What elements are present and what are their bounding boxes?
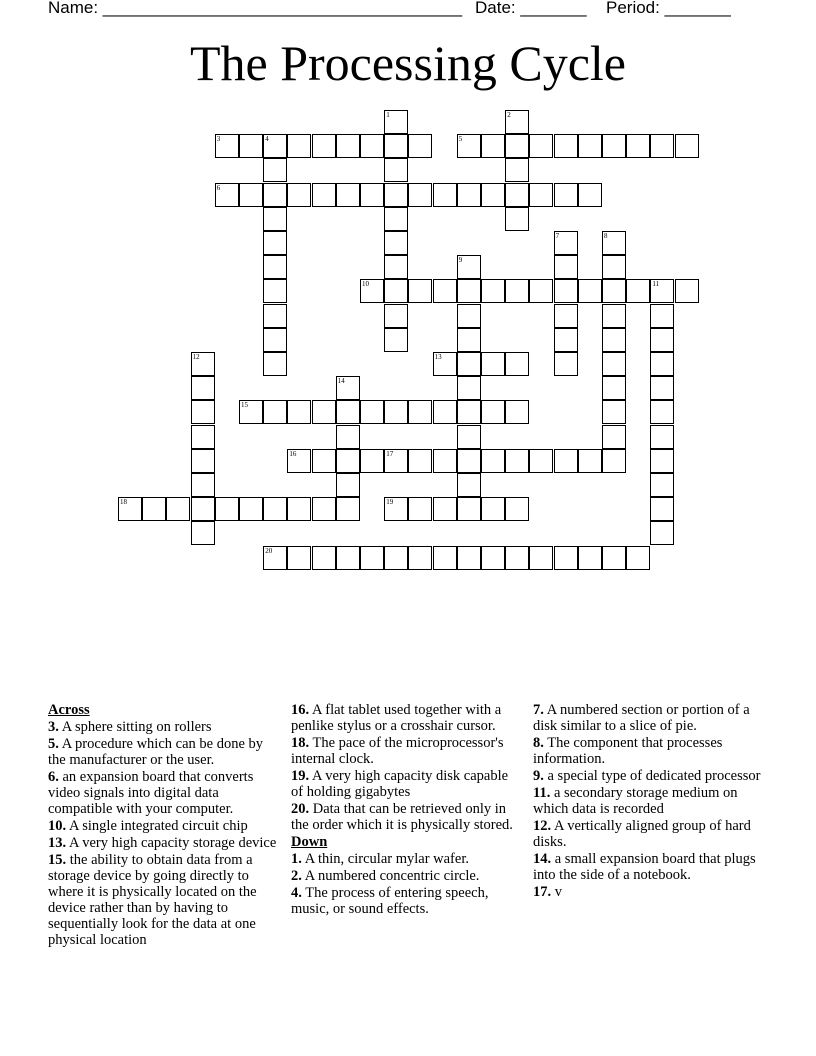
grid-cell[interactable] xyxy=(457,352,481,376)
grid-cell[interactable] xyxy=(336,449,360,473)
clue-number: 1 xyxy=(386,111,390,119)
down-clue xyxy=(533,818,765,850)
across-clue xyxy=(291,768,523,800)
grid-cell[interactable] xyxy=(650,134,674,158)
grid-cell[interactable] xyxy=(505,110,529,134)
clues-column-3 xyxy=(533,702,765,901)
grid-cell[interactable] xyxy=(360,279,384,303)
clue-number: 5 xyxy=(458,135,463,144)
clue-num: 16. xyxy=(291,702,310,718)
grid-cell[interactable] xyxy=(263,400,287,424)
across-clue xyxy=(48,852,280,948)
clue-number: 19 xyxy=(386,498,394,507)
grid-cell[interactable] xyxy=(239,497,263,521)
grid-cell[interactable] xyxy=(457,449,481,473)
grid-cell[interactable] xyxy=(626,134,650,158)
grid-cell[interactable] xyxy=(505,546,529,570)
grid-cell[interactable] xyxy=(505,134,529,158)
across-clue xyxy=(48,818,280,834)
clue-text: a special type of dedicated processor xyxy=(547,768,761,784)
grid-cell[interactable] xyxy=(554,328,578,352)
grid-cell[interactable] xyxy=(554,183,578,207)
grid-cell[interactable] xyxy=(457,279,481,303)
clue-num: 11. xyxy=(533,785,551,801)
grid-cell[interactable] xyxy=(336,425,360,449)
grid-cell[interactable] xyxy=(312,134,336,158)
name-field[interactable]: Name: ______________________________________ xyxy=(48,0,463,17)
grid-cell[interactable] xyxy=(312,400,336,424)
grid-cell[interactable] xyxy=(263,328,287,352)
clue-text: A very high capacity disk capable of holding gigabytes xyxy=(291,768,509,800)
down-clue xyxy=(533,884,765,900)
clue-text: A flat tablet used together with a penlike stylus or a crosshair cursor. xyxy=(291,702,502,734)
grid-cell[interactable] xyxy=(602,352,626,376)
grid-cell[interactable] xyxy=(263,497,287,521)
across-clue xyxy=(291,735,523,767)
grid-cell[interactable] xyxy=(554,449,578,473)
grid-cell[interactable] xyxy=(650,328,674,352)
clue-text: an expansion board that converts video signals into digital data compatible with your computer. xyxy=(48,769,254,817)
grid-cell[interactable] xyxy=(239,400,263,424)
grid-cell[interactable] xyxy=(554,352,578,376)
grid-cell[interactable] xyxy=(505,279,529,303)
down-clue xyxy=(533,768,765,784)
grid-cell[interactable] xyxy=(578,183,602,207)
grid-cell[interactable] xyxy=(602,279,626,303)
grid-cell[interactable] xyxy=(457,183,481,207)
clue-number: 16 xyxy=(289,449,297,458)
clue-num: 12. xyxy=(533,818,552,834)
grid-cell[interactable] xyxy=(360,449,384,473)
grid-cell[interactable] xyxy=(481,279,505,303)
clue-text: Data that can be retrieved only in the order which it is physically stored. xyxy=(291,801,513,833)
down-clue-list-continued xyxy=(533,702,765,900)
clue-text: a secondary storage medium on which data is recorded xyxy=(533,785,738,817)
grid-cell[interactable] xyxy=(457,497,481,521)
grid-cell[interactable] xyxy=(505,207,529,231)
across-clue-list xyxy=(48,719,280,948)
grid-cell[interactable] xyxy=(384,304,408,328)
grid-cell[interactable] xyxy=(675,134,699,158)
clue-number: 4 xyxy=(265,135,269,144)
down-clue xyxy=(533,785,765,817)
grid-cell[interactable] xyxy=(287,497,311,521)
across-clue xyxy=(48,736,280,768)
grid-cell[interactable] xyxy=(239,134,263,158)
clue-text: the ability to obtain data from a storage device by going directly to where it is physically located on the device rather than by having to sequentially look for the data at one physical location xyxy=(48,852,257,948)
across-clue xyxy=(291,702,523,734)
grid-cell[interactable] xyxy=(263,231,287,255)
clue-text: A very high capacity storage device xyxy=(68,835,277,851)
clue-num: 4. xyxy=(291,885,302,901)
grid-cell[interactable] xyxy=(263,183,287,207)
grid-cell[interactable] xyxy=(433,546,457,570)
down-clue xyxy=(291,851,523,867)
clue-num: 18. xyxy=(291,735,310,751)
across-clue xyxy=(291,801,523,833)
grid-cell[interactable] xyxy=(554,304,578,328)
grid-cell[interactable] xyxy=(578,279,602,303)
grid-cell[interactable] xyxy=(457,134,481,158)
grid-cell[interactable] xyxy=(650,376,674,400)
across-clue xyxy=(48,719,280,735)
clue-num: 3. xyxy=(48,719,59,735)
grid-cell[interactable] xyxy=(287,546,311,570)
grid-cell[interactable] xyxy=(602,546,626,570)
grid-cell[interactable] xyxy=(457,400,481,424)
grid-cell[interactable] xyxy=(336,376,360,400)
grid-cell[interactable] xyxy=(384,110,408,134)
grid-cell[interactable] xyxy=(481,546,505,570)
grid-cell[interactable] xyxy=(287,134,311,158)
grid-cell[interactable] xyxy=(360,134,384,158)
across-heading: Across xyxy=(48,702,90,718)
clue-text: The process of entering speech, music, or sound effects. xyxy=(291,885,489,917)
grid-cell[interactable] xyxy=(263,158,287,182)
clue-text: A single integrated circuit chip xyxy=(68,818,248,834)
grid-cell[interactable] xyxy=(191,497,215,521)
grid-cell[interactable] xyxy=(457,328,481,352)
grid-cell[interactable] xyxy=(554,279,578,303)
clue-number: 20 xyxy=(265,546,273,555)
clue-number: 12 xyxy=(192,353,200,361)
grid-cell[interactable] xyxy=(554,255,578,279)
grid-cell[interactable] xyxy=(191,352,215,376)
grid-cell[interactable] xyxy=(433,497,457,521)
grid-cell[interactable] xyxy=(650,497,674,521)
grid-cell[interactable] xyxy=(505,400,529,424)
clue-num: 1. xyxy=(291,851,302,867)
grid-cell[interactable] xyxy=(626,546,650,570)
grid-cell[interactable] xyxy=(457,376,481,400)
clue-number: 17 xyxy=(386,449,394,458)
grid-cell[interactable] xyxy=(263,304,287,328)
grid-cell[interactable] xyxy=(529,134,553,158)
clue-number: 14 xyxy=(337,377,345,386)
grid-cell[interactable] xyxy=(602,255,626,279)
clue-text: v xyxy=(554,884,562,900)
grid-cell[interactable] xyxy=(457,425,481,449)
grid-cell[interactable] xyxy=(408,546,432,570)
clue-text: A numbered concentric circle. xyxy=(304,868,480,884)
grid-cell[interactable] xyxy=(505,497,529,521)
grid-cell[interactable] xyxy=(215,134,239,158)
grid-cell[interactable] xyxy=(384,255,408,279)
grid-cell[interactable] xyxy=(602,449,626,473)
clue-number: 18 xyxy=(120,498,127,507)
grid-cell[interactable] xyxy=(481,352,505,376)
grid-cell[interactable] xyxy=(626,279,650,303)
grid-cell[interactable] xyxy=(384,497,408,521)
clue-number: 7 xyxy=(555,232,560,240)
grid-cell[interactable] xyxy=(505,158,529,182)
clue-number: 11 xyxy=(652,280,660,289)
grid-cell[interactable] xyxy=(336,497,360,521)
down-clue xyxy=(291,868,523,884)
clue-num: 6. xyxy=(48,769,59,785)
grid-cell[interactable] xyxy=(578,546,602,570)
grid-cell[interactable] xyxy=(384,158,408,182)
grid-cell[interactable] xyxy=(384,231,408,255)
grid-cell[interactable] xyxy=(602,400,626,424)
grid-cell[interactable] xyxy=(650,352,674,376)
grid-cell[interactable] xyxy=(384,449,408,473)
grid-cell[interactable] xyxy=(602,134,626,158)
grid-cell[interactable] xyxy=(263,352,287,376)
grid-cell[interactable] xyxy=(191,400,215,424)
grid-cell[interactable] xyxy=(433,352,457,376)
grid-cell[interactable] xyxy=(287,449,311,473)
grid-cell[interactable] xyxy=(602,304,626,328)
grid-cell[interactable] xyxy=(602,328,626,352)
clue-number: 9 xyxy=(458,256,463,265)
clue-num: 14. xyxy=(533,851,552,867)
clue-number: 8 xyxy=(604,232,608,240)
down-heading: Down xyxy=(291,834,328,850)
clue-text: A sphere sitting on rollers xyxy=(61,719,212,735)
clue-number: 3 xyxy=(216,135,221,144)
grid-cell[interactable] xyxy=(408,449,432,473)
grid-cell[interactable] xyxy=(529,279,553,303)
clue-text: A vertically aligned group of hard disks. xyxy=(533,818,751,850)
grid-cell[interactable] xyxy=(481,449,505,473)
clue-text: a small expansion board that plugs into the side of a notebook. xyxy=(533,851,756,883)
grid-cell[interactable] xyxy=(263,134,287,158)
grid-cell[interactable] xyxy=(554,546,578,570)
clue-text: A thin, circular mylar wafer. xyxy=(304,851,469,867)
clue-num: 9. xyxy=(533,768,544,784)
grid-cell[interactable] xyxy=(481,134,505,158)
grid-cell[interactable] xyxy=(578,449,602,473)
clue-number: 15 xyxy=(241,401,248,410)
grid-cell[interactable] xyxy=(312,497,336,521)
clue-number: 13 xyxy=(434,353,442,361)
grid-cell[interactable] xyxy=(578,134,602,158)
grid-cell[interactable] xyxy=(675,279,699,303)
grid-cell[interactable] xyxy=(408,183,432,207)
period-field[interactable]: Period: _______ xyxy=(606,0,731,17)
grid-cell[interactable] xyxy=(263,546,287,570)
grid-cell[interactable] xyxy=(433,183,457,207)
grid-cell[interactable] xyxy=(602,376,626,400)
grid-cell[interactable] xyxy=(505,183,529,207)
grid-cell[interactable] xyxy=(336,134,360,158)
grid-cell[interactable] xyxy=(384,546,408,570)
grid-cell[interactable] xyxy=(457,546,481,570)
grid-cell[interactable] xyxy=(650,473,674,497)
grid-cell[interactable] xyxy=(650,400,674,424)
down-clue xyxy=(291,885,523,917)
grid-cell[interactable] xyxy=(336,546,360,570)
grid-cell[interactable] xyxy=(239,183,263,207)
clue-number: 6 xyxy=(216,183,221,192)
grid-cell[interactable] xyxy=(457,255,481,279)
grid-cell[interactable] xyxy=(287,400,311,424)
across-clue xyxy=(48,835,280,851)
down-clue xyxy=(533,735,765,767)
grid-cell[interactable] xyxy=(384,134,408,158)
clue-number: 10 xyxy=(362,280,369,289)
grid-cell[interactable] xyxy=(215,183,239,207)
clue-num: 17. xyxy=(533,884,552,900)
grid-cell[interactable] xyxy=(312,546,336,570)
grid-cell[interactable] xyxy=(336,183,360,207)
grid-cell[interactable] xyxy=(650,279,674,303)
clue-num: 8. xyxy=(533,735,544,751)
grid-cell[interactable] xyxy=(336,473,360,497)
grid-cell[interactable] xyxy=(505,352,529,376)
clue-num: 2. xyxy=(291,868,302,884)
clue-text: The pace of the microprocessor's internal clock. xyxy=(291,735,504,767)
clue-text: A procedure which can be done by the manufacturer or the user. xyxy=(48,736,264,768)
grid-cell[interactable] xyxy=(384,183,408,207)
clue-num: 7. xyxy=(533,702,544,718)
grid-cell[interactable] xyxy=(650,304,674,328)
across-clue xyxy=(48,769,280,817)
clue-num: 20. xyxy=(291,801,310,817)
grid-cell[interactable] xyxy=(360,400,384,424)
clue-num: 5. xyxy=(48,736,59,752)
grid-cell[interactable] xyxy=(602,425,626,449)
clue-text: The component that processes information. xyxy=(533,735,723,767)
grid-cell[interactable] xyxy=(554,134,578,158)
grid-cell[interactable] xyxy=(287,183,311,207)
clue-number: 2 xyxy=(507,111,511,119)
grid-cell[interactable] xyxy=(142,497,166,521)
grid-cell[interactable] xyxy=(433,449,457,473)
grid-cell[interactable] xyxy=(336,400,360,424)
grid-cell[interactable] xyxy=(554,231,578,255)
grid-cell[interactable] xyxy=(457,304,481,328)
grid-cell[interactable] xyxy=(384,400,408,424)
down-clue xyxy=(533,851,765,883)
grid-cell[interactable] xyxy=(360,183,384,207)
grid-cell[interactable] xyxy=(312,183,336,207)
clue-text: A numbered section or portion of a disk similar to a slice of pie. xyxy=(533,702,750,734)
grid-cell[interactable] xyxy=(312,449,336,473)
grid-cell[interactable] xyxy=(118,497,142,521)
down-clue-list xyxy=(291,851,523,917)
clue-num: 19. xyxy=(291,768,310,784)
clues-column-1 xyxy=(48,702,280,949)
grid-cell[interactable] xyxy=(650,521,674,545)
grid-cell[interactable] xyxy=(529,183,553,207)
clue-num: 10. xyxy=(48,818,67,834)
grid-cell[interactable] xyxy=(650,449,674,473)
clues-column-2 xyxy=(291,702,523,918)
grid-cell[interactable] xyxy=(384,279,408,303)
grid-cell[interactable] xyxy=(191,521,215,545)
clue-num: 15. xyxy=(48,852,67,868)
grid-cell[interactable] xyxy=(263,207,287,231)
grid-cell[interactable] xyxy=(191,473,215,497)
grid-cell[interactable] xyxy=(384,207,408,231)
grid-cell[interactable] xyxy=(408,279,432,303)
grid-cell[interactable] xyxy=(505,449,529,473)
grid-cell[interactable] xyxy=(263,279,287,303)
grid-cell[interactable] xyxy=(384,328,408,352)
grid-cell[interactable] xyxy=(433,400,457,424)
grid-cell[interactable] xyxy=(650,425,674,449)
down-clue xyxy=(533,702,765,734)
grid-cell[interactable] xyxy=(481,497,505,521)
grid-cell[interactable] xyxy=(408,134,432,158)
grid-cell[interactable] xyxy=(481,400,505,424)
page-title: The Processing Cycle xyxy=(189,35,626,91)
grid-cell[interactable] xyxy=(529,546,553,570)
grid-cell[interactable] xyxy=(191,449,215,473)
grid-cell[interactable] xyxy=(408,400,432,424)
grid-cell[interactable] xyxy=(360,546,384,570)
grid-cell[interactable] xyxy=(602,231,626,255)
grid-cell[interactable] xyxy=(215,497,239,521)
clue-num: 13. xyxy=(48,835,67,851)
grid-cell[interactable] xyxy=(408,497,432,521)
grid-cell[interactable] xyxy=(457,473,481,497)
grid-cell[interactable] xyxy=(481,183,505,207)
date-field[interactable]: Date: _______ xyxy=(475,0,587,17)
across-clue-list-continued xyxy=(291,702,523,833)
grid-cell[interactable] xyxy=(529,449,553,473)
grid-cell[interactable] xyxy=(191,425,215,449)
grid-cell[interactable] xyxy=(166,497,190,521)
grid-cell[interactable] xyxy=(191,376,215,400)
grid-cell[interactable] xyxy=(263,255,287,279)
grid-cell[interactable] xyxy=(433,279,457,303)
